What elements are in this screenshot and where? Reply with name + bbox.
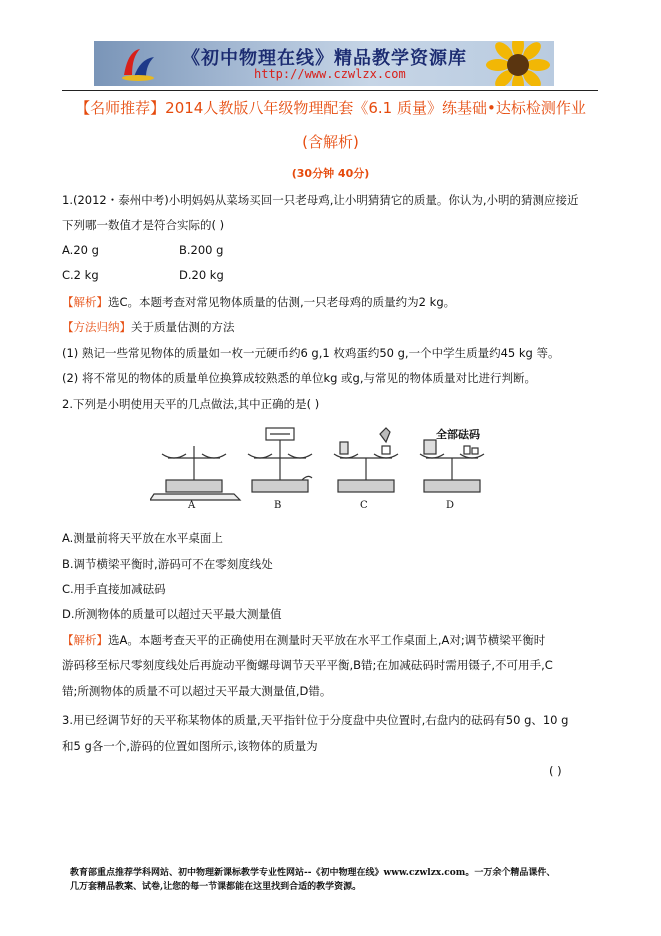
q2-analysis-line3: 错;所测物体的质量不可以超过天平最大测量值,D错。 [62, 684, 332, 698]
header-divider [62, 90, 598, 91]
q2-option-c: C.用手直接加减砝码 [62, 582, 166, 596]
q1-analysis [62, 294, 455, 310]
q1-method-text: 关于质量估测的方法 [131, 320, 235, 334]
document-title: 【名师推荐】2014人教版八年级物理配套《6.1 质量》练基础•达标检测作业 [75, 99, 586, 117]
q2-stem: 2.下列是小明使用天平的几点做法,其中正确的是( ) [62, 397, 320, 411]
banner-url: http://www.czwlzx.com [254, 67, 406, 81]
q2-option-b: B.调节横梁平衡时,游码可不在零刻度线处 [62, 557, 273, 571]
method-tag: 【方法归纳】 [62, 320, 131, 334]
figure-label-a: A [188, 500, 196, 511]
document-title-suffix: (含解析) [302, 133, 359, 151]
footer-line2: 几万套精品教案、试卷,让您的每一节课都能在这里找到合适的教学资源。 [70, 882, 362, 892]
q1-option-c: C.2 kg [62, 268, 99, 282]
banner-title: 《初中物理在线》精品教学资源库 [182, 48, 467, 69]
analysis-tag: 【解析】 [62, 295, 108, 309]
figure-label-d: D [446, 500, 455, 511]
q1-method-item-1: (1) 熟记一些常见物体的质量如一枚一元硬币约6 g,1 枚鸡蛋约50 g,一个中学生质量约45 kg 等。 [62, 346, 560, 360]
scale-b [248, 428, 312, 492]
figure-caption-all-weights: 全部砝码 [436, 428, 480, 441]
scale-d [420, 440, 484, 492]
q1-option-b: B.200 g [179, 243, 224, 257]
sunflower-icon [480, 41, 554, 86]
q1-method [62, 319, 235, 335]
q1-stem-line2: 下列哪一数值才是符合实际的( ) [62, 218, 225, 232]
analysis-tag: 【解析】 [62, 633, 108, 647]
scale-a [150, 446, 240, 500]
footer-line1: 教育部重点推荐学科网站、初中物理新课标教学专业性网站--《初中物理在线》www.czwlzx.com。一万余个精品课件、 [70, 868, 556, 878]
figure-label-b: B [274, 500, 282, 511]
q1-stem-line1: 1.(2012・泰州中考)小明妈妈从菜场买回一只老母鸡,让小明猜猜它的质量。你认为,小明的猜测应接近 [62, 193, 579, 207]
q2-option-d: D.所测物体的质量可以超过天平最大测量值 [62, 607, 282, 621]
header-banner [94, 41, 554, 86]
q1-option-a: A.20 g [62, 243, 99, 257]
scale-c [334, 428, 398, 492]
site-logo-icon [118, 45, 158, 83]
q3-stem-line2: 和5 g各一个,游码的位置如图所示,该物体的质量为 [62, 739, 318, 753]
q2-analysis-line1 [62, 632, 545, 648]
q2-option-a: A.测量前将天平放在水平桌面上 [62, 531, 223, 545]
q2-analysis-text-1: 选A。本题考查天平的正确使用在测量时天平放在水平工作桌面上,A对;调节横梁平衡时 [108, 633, 546, 647]
q3-stem-line1: 3.用已经调节好的天平称某物体的质量,天平指针位于分度盘中央位置时,右盘内的砝码有50 g、10 g [62, 713, 569, 727]
q3-answer-blank: ( ) [549, 764, 562, 778]
q1-analysis-text: 选C。本题考查对常见物体质量的估测,一只老母鸡的质量约为2 kg。 [108, 295, 456, 309]
time-score: (30分钟 40分) [291, 167, 370, 180]
q1-option-d: D.20 kg [179, 268, 224, 282]
q1-method-item-2: (2) 将不常见的物体的质量单位换算成较熟悉的单位kg 或g,与常见的物体质量对比进行判断。 [62, 371, 537, 385]
figure-label-c: C [360, 500, 368, 511]
balance-figure [150, 422, 490, 512]
q2-analysis-line2: 游码移至标尺零刻度线处后再旋动平衡螺母调节天平平衡,B错;在加减砝码时需用镊子,不可用手,C [62, 658, 553, 672]
